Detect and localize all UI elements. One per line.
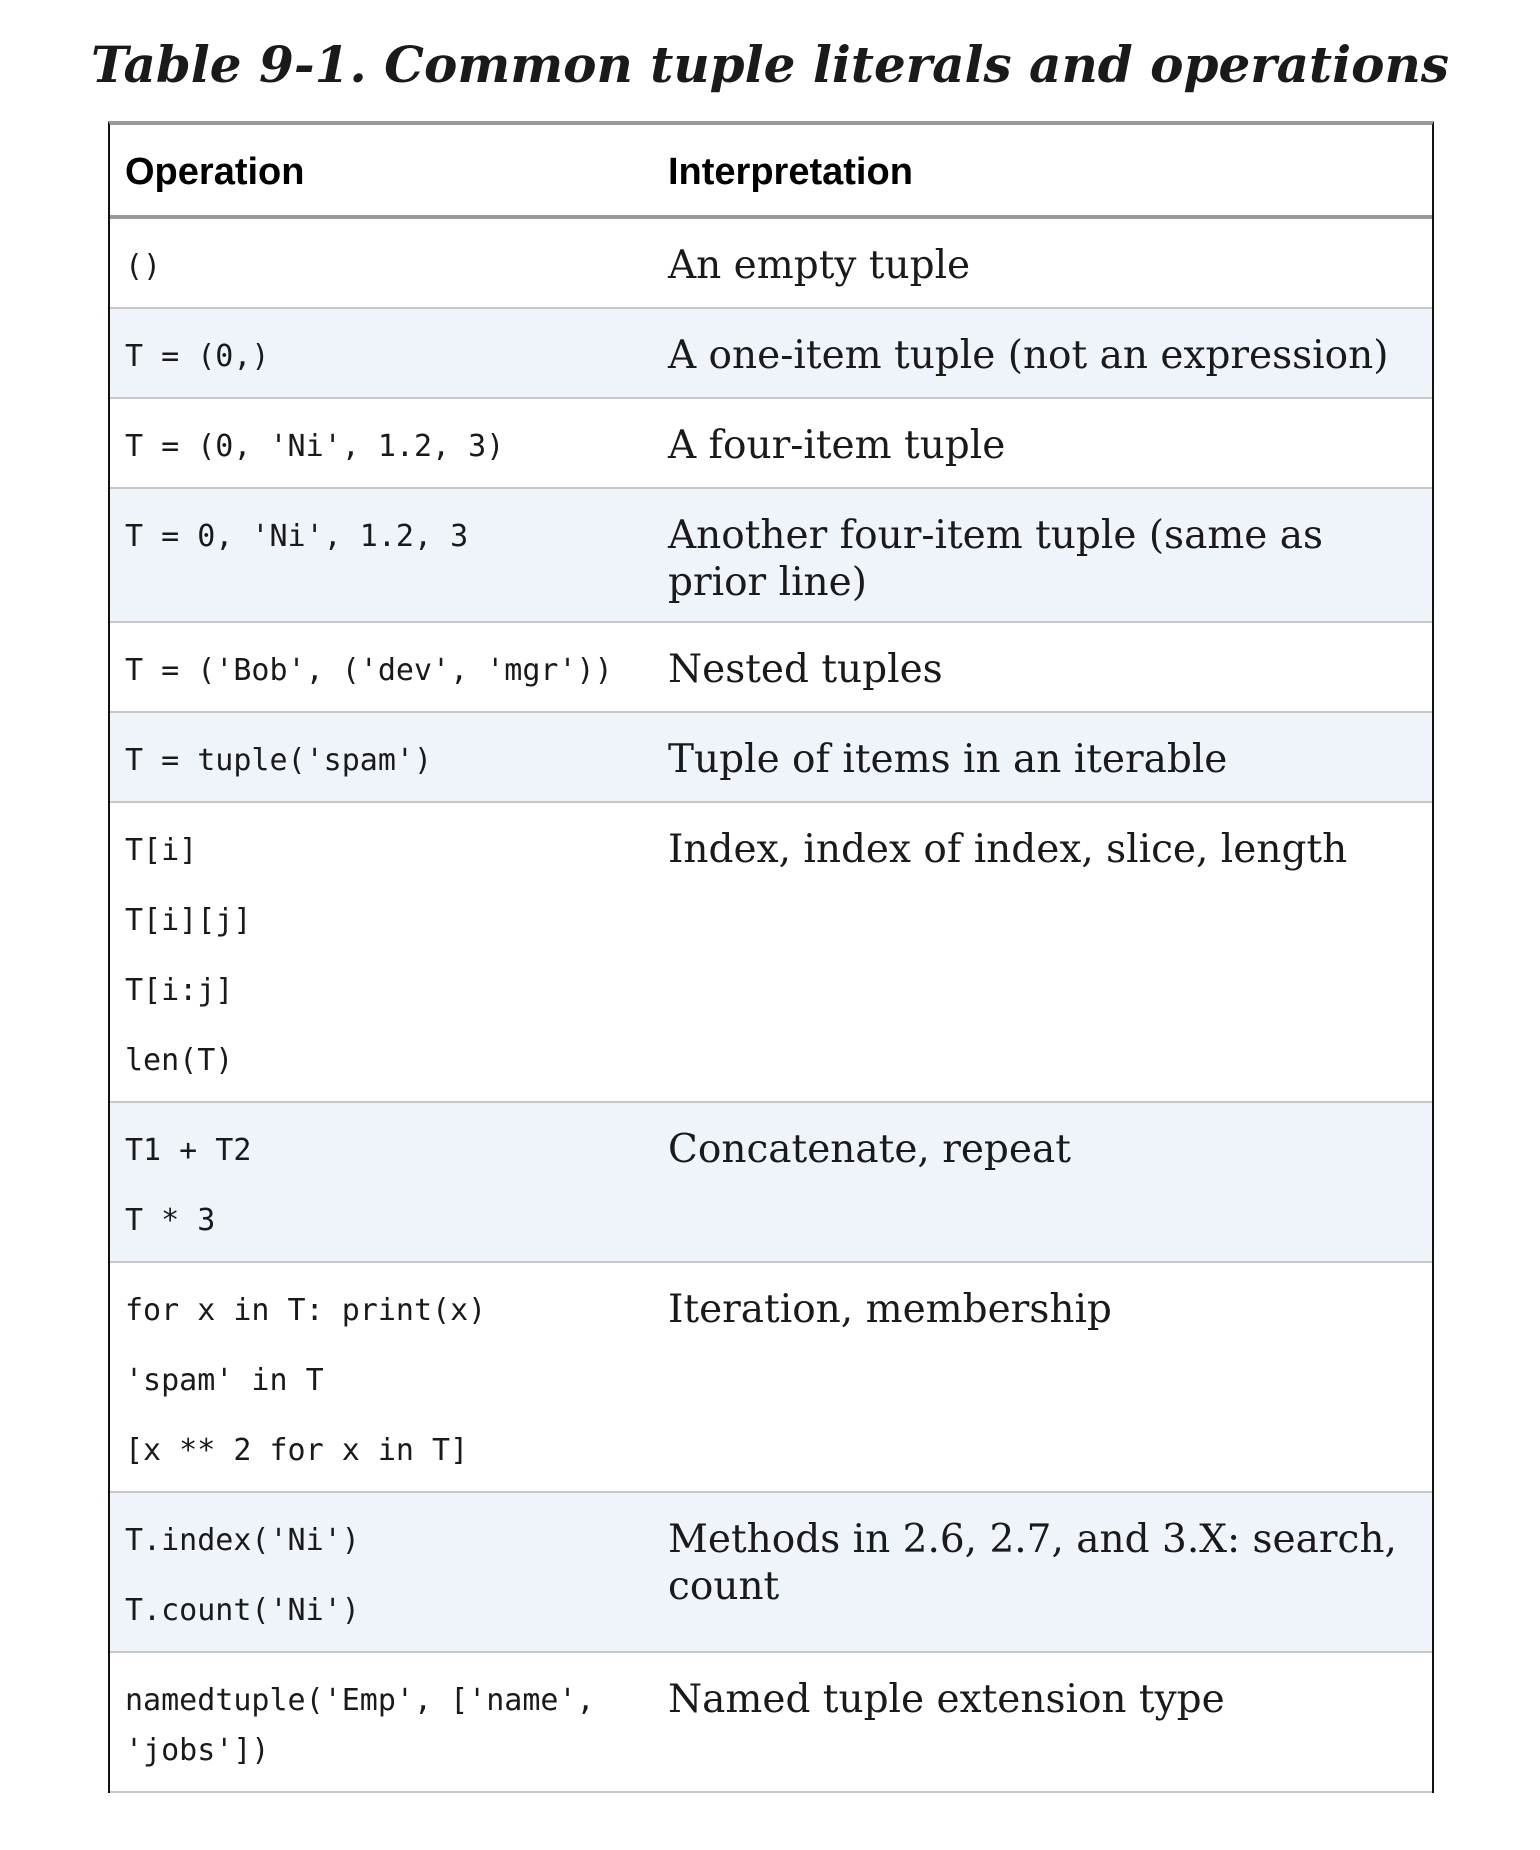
code-line: 'spam' in T — [125, 1363, 324, 1398]
code-line: for x in T: print(x) — [125, 1293, 487, 1328]
interpretation-cell — [668, 1126, 1432, 1173]
code-line: T[i] — [125, 833, 198, 868]
table-row — [110, 623, 1432, 713]
code-line: T1 + T2 — [125, 1133, 252, 1168]
table-row — [110, 713, 1432, 803]
tuple-operations-table — [108, 121, 1434, 1793]
interpretation-cell — [668, 242, 1432, 289]
interpretation-cell — [668, 826, 1432, 873]
interpretation-text: A one-item tuple (not an expression) — [668, 333, 1389, 378]
table-row — [110, 489, 1432, 623]
header-interpretation: Interpretation — [668, 150, 913, 193]
interpretation-cell — [668, 1516, 1432, 1610]
interpretation-text: Concatenate, repeat — [668, 1127, 1071, 1172]
operation-cell — [110, 1676, 668, 1776]
interpretation-cell — [668, 422, 1432, 469]
code-line: T = (0,) — [125, 339, 270, 374]
code-line: () — [125, 249, 162, 284]
table-row — [110, 803, 1432, 1103]
operation-cell — [110, 646, 668, 696]
interpretation-text: Index, index of index, slice, length — [668, 827, 1348, 872]
interpretation-cell — [668, 332, 1432, 379]
operation-cell — [110, 422, 668, 472]
operation-cell — [110, 1126, 668, 1246]
operation-cell — [110, 736, 668, 786]
interpretation-text: Tuple of items in an iterable — [668, 737, 1228, 782]
interpretation-text: Iteration, membership — [668, 1287, 1112, 1332]
interpretation-cell — [668, 646, 1432, 693]
operation-cell — [110, 512, 668, 562]
header-operation: Operation — [125, 150, 305, 193]
operation-cell — [110, 826, 668, 1086]
code-line: namedtuple('Emp', ['name', 'jobs']) — [125, 1683, 595, 1768]
table-row — [110, 219, 1432, 309]
interpretation-text: An empty tuple — [668, 243, 971, 288]
operation-cell — [110, 1516, 668, 1636]
table-row — [110, 1493, 1432, 1653]
code-line: T = ('Bob', ('dev', 'mgr')) — [125, 653, 613, 688]
code-line: T = 0, 'Ni', 1.2, 3 — [125, 519, 469, 554]
code-line: T.count('Ni') — [125, 1593, 360, 1628]
interpretation-text: A four-item tuple — [668, 423, 1006, 468]
code-line: [x ** 2 for x in T] — [125, 1433, 469, 1468]
table-row — [110, 309, 1432, 399]
operation-cell — [110, 242, 668, 292]
interpretation-text: Another four-item tuple (same as prior line) — [668, 513, 1324, 605]
interpretation-text: Named tuple extension type — [668, 1677, 1225, 1722]
table-row — [110, 399, 1432, 489]
operation-cell — [110, 332, 668, 382]
table-row — [110, 1653, 1432, 1793]
code-line: T * 3 — [125, 1203, 216, 1238]
table-row — [110, 1103, 1432, 1263]
table-header-row — [110, 125, 1432, 219]
code-line: T = tuple('spam') — [125, 743, 433, 778]
code-line: len(T) — [125, 1043, 234, 1078]
code-line: T[i][j] — [125, 903, 252, 938]
code-line: T = (0, 'Ni', 1.2, 3) — [125, 429, 505, 464]
code-line: T[i:j] — [125, 973, 234, 1008]
interpretation-text: Nested tuples — [668, 647, 943, 692]
operation-cell — [110, 1286, 668, 1476]
interpretation-cell — [668, 1286, 1432, 1333]
interpretation-cell — [668, 736, 1432, 783]
interpretation-text: Methods in 2.6, 2.7, and 3.X: search, count — [668, 1517, 1397, 1609]
interpretation-cell — [668, 1676, 1432, 1723]
code-line: T.index('Ni') — [125, 1523, 360, 1558]
interpretation-cell — [668, 512, 1432, 606]
table-caption: Table 9-1. Common tuple literals and operations — [91, 35, 1449, 94]
table-row — [110, 1263, 1432, 1493]
